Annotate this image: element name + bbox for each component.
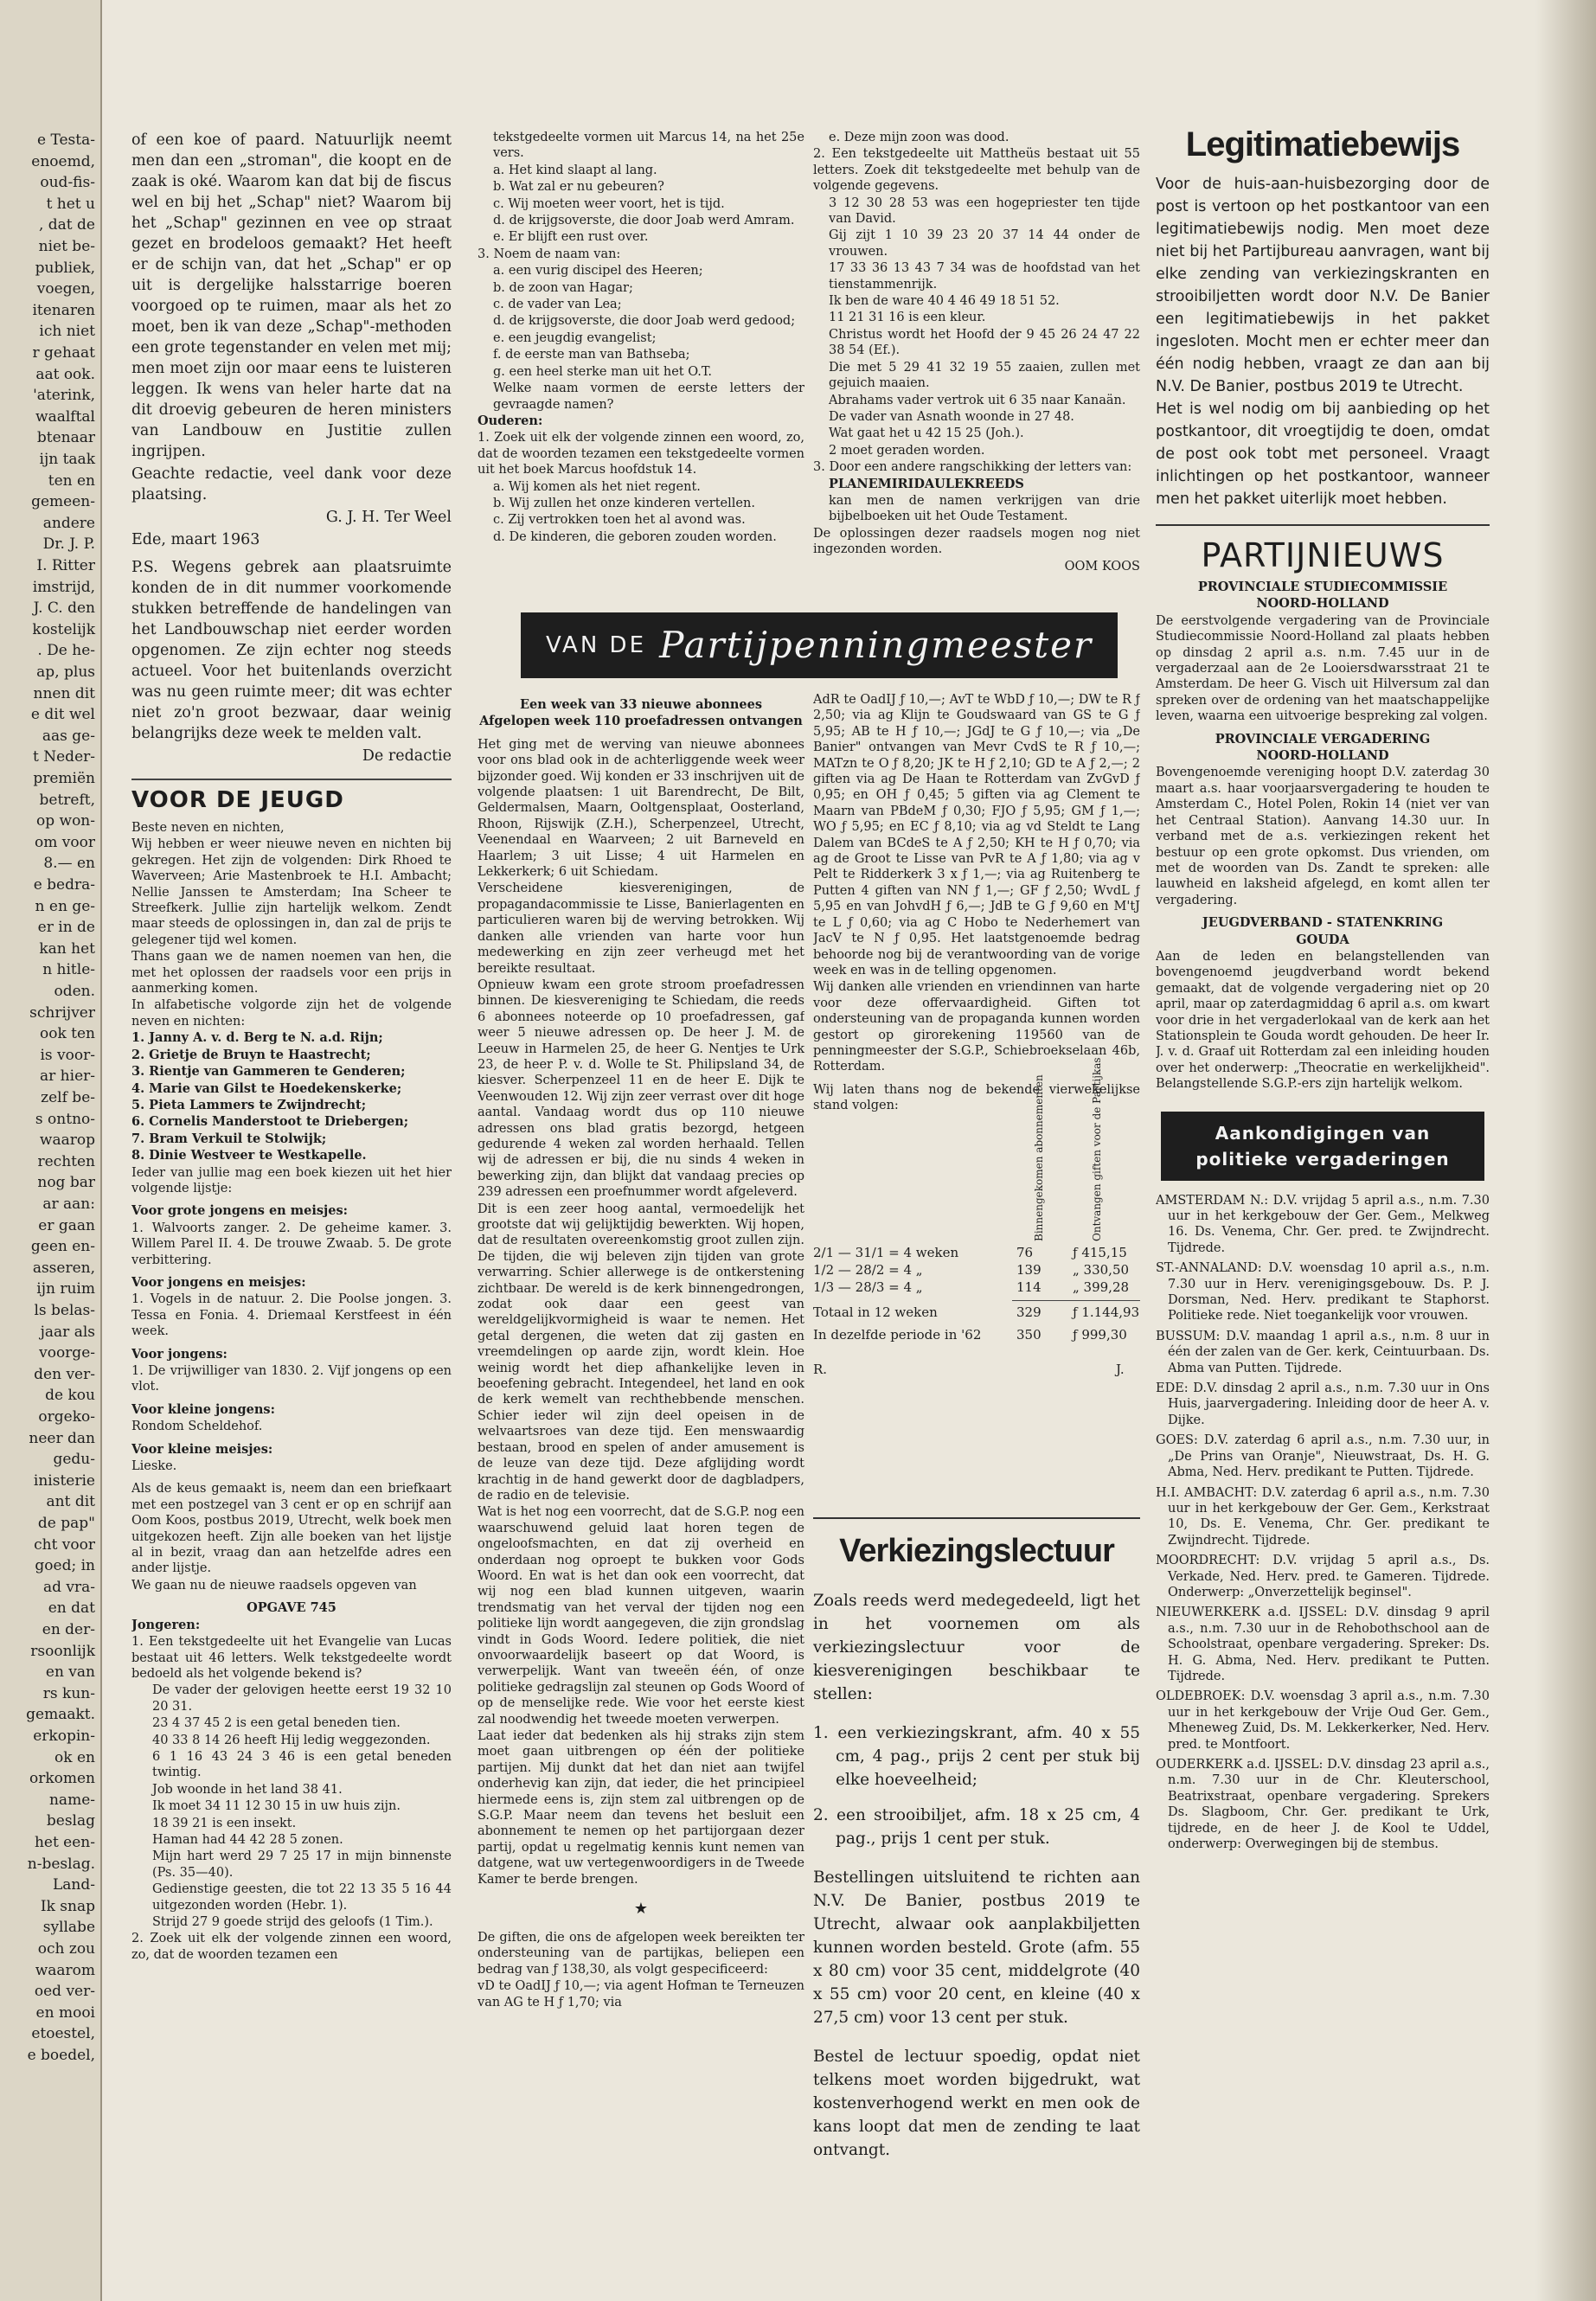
puzzle-clue: f. de eerste man van Bathseba; xyxy=(493,348,690,362)
margin-fragment: oden. xyxy=(54,983,95,1000)
letter-paragraph: of een koe of paard. Natuurlijk neemt men dan een „stroman", die koopt en de zaak is oké. Waarom kan dat bij de fiscus wel en bij het „Schap" niet? Waarom bij het „Schap" gezinnen en vee op straat gezet en brodeloos gemaakt? Het heeft er de schijn van, dat het „Schap" er op uit is dergelijke halsstarrige boeren voorgoed op te ruimen, maar als het zo moet, ben ik van deze „Schap"-methoden een grote tegenstander en velen met mij; men moet zijn oor maar eens te luisteren leggen. Ik wens van heler harte dat na dit droevig gebeuren de heren ministers van Landbouw en Justitie zullen ingrijpen. xyxy=(131,131,452,460)
puzzle-question: 2. Zoek uit elk der volgende zinnen een woord, zo, dat de woorden tezamen een xyxy=(131,1932,452,1962)
margin-fragment: oud-fis- xyxy=(40,174,95,192)
book-category-title: Voor grote jongens en meisjes: xyxy=(131,1203,348,1219)
literature-item: 2. een strooibiljet, afm. 18 x 25 cm, 4 pag., prijs 1 cent per stuk. xyxy=(813,1806,1140,1848)
puzzle-clue: Mijn hart werd 29 7 25 17 in mijn binnenste (Ps. 35—40). xyxy=(152,1849,452,1880)
election-literature-title: Verkiezingslectuur xyxy=(839,1533,1114,1569)
stats-row xyxy=(813,1245,1140,1262)
youth-paragraph: In alfabetische volgorde zijn het de volgende neven en nichten: xyxy=(131,998,452,1029)
legitimation-title: Legitimatiebewijs xyxy=(1185,125,1460,163)
meeting-item: AMSTERDAM N.: D.V. vrijdag 5 april a.s., n.m. 7.30 uur in het kerkgebouw der Ger. Gem., Melkweg 16. Ds. Venema, Chr. Ger. pred. te Zwijndrecht. Tijdrede. xyxy=(1156,1193,1490,1255)
youth-heading: VOOR DE JEUGD xyxy=(131,779,452,813)
letter-paragraph: Geachte redactie, veel dank voor deze plaatsing. xyxy=(131,465,452,503)
meeting-item: OUDERKERK a.d. IJSSEL: D.V. dinsdag 23 april a.s., n.m. 7.30 uur in de Chr. Kleuterschool, Beatrixstraat, openbare vergadering. Sprekers Ds. Slagboom, Chr. Ger. predikant te Urk, tijdrede, en de heer J. de Kool te Uddel, onderwerp: Overwegingen bij de stembus. xyxy=(1156,1758,1490,1852)
margin-fragment: rs kun- xyxy=(42,1684,95,1702)
list-item: 6. Cornelis Manderstoot te Driebergen; xyxy=(131,1114,409,1130)
puzzle-clue: Ik moet 34 11 12 30 15 in uw huis zijn. xyxy=(152,1799,401,1814)
puzzle-clue: d. de krijgsoverste, die door Joab werd gedood; xyxy=(493,314,796,329)
news-text: De eerstvolgende vergadering van de Provinciale Studiecommissie Noord-Holland zal plaats hebben op dinsdag 2 april a.s. n.m. 7.45 uur in de vergaderzaal aan de 2e Looiersdwarsstraat 21 te Amsterdam. De heer G. Visch uit Hilversum zal dan spreken over de ordening van het maatschappelijke leven, waarna een uitvoerige bespreking zal volgen. xyxy=(1156,613,1490,724)
winners-list xyxy=(131,1030,452,1163)
margin-fragment: de kou xyxy=(45,1387,95,1405)
margin-fragment: enoemd, xyxy=(31,152,95,170)
news-heading: GOUDA xyxy=(1296,932,1349,947)
puzzle-clue: 2 moet geraden worden. xyxy=(829,443,985,458)
margin-fragment: ten en xyxy=(48,471,95,490)
puzzle-clue: 6 1 16 43 24 3 46 is een getal beneden twintig. xyxy=(152,1749,452,1780)
margin-fragment: voegen, xyxy=(36,280,95,298)
puzzle-clue: Wat gaat het u 42 15 25 (Joh.). xyxy=(829,426,1024,441)
treasurer-banner xyxy=(521,612,1118,678)
margin-fragment: , dat de xyxy=(38,216,95,234)
margin-fragment: ijn ruim xyxy=(36,1280,95,1298)
stats-header-subscriptions: Binnengekomen abonnementen xyxy=(1033,1074,1045,1241)
list-item: 1. Janny A. v. d. Berg te N. a.d. Rijn; xyxy=(131,1030,383,1046)
article-paragraph: Het ging met de werving van nieuwe abonnees voor ons blad ook in de achterliggende week weer bijzonder goed. Wij konden er 33 inschrijven uit de volgende plaatsen: 1 uit Barendrecht, De Bilt, Geldermalsen, Maarn, Ooltgensplaat, Oosterland, Rhoon, Rijswijk (Z.H.), Scherpenzeel, Utrecht, Veenendaal en Waarveen; 2 uit Barneveld en Haarlem; 3 uit Lisse; 4 uit Harmelen en Lekkerkerk; 6 uit Schiedam. xyxy=(478,737,804,880)
news-heading: JEUGDVERBAND - STATENKRING xyxy=(1202,915,1444,931)
puzzle-question: 1. Zoek uit elk der volgende zinnen een woord, zo, dat de woorden tezamen een tekstgedeelte vormen uit het boek Marcus hoofdstuk 14. xyxy=(478,431,804,478)
puzzle-clues xyxy=(813,477,1140,525)
puzzle-clue: d. De kinderen, die geboren zouden worden. xyxy=(493,529,777,544)
margin-fragment: aas ge- xyxy=(42,727,95,745)
election-literature-article xyxy=(813,1512,1140,2273)
stats-subs: 114 xyxy=(1016,1279,1042,1295)
puzzle-clue: Gedienstige geesten, die tot 22 13 35 5 16 44 uitgezonden worden (Hebr. 1). xyxy=(152,1882,452,1913)
list-item: 4. Marie van Gilst te Hoedekenskerke; xyxy=(131,1080,402,1096)
puzzle-clue: 23 4 37 45 2 is een getal beneden tien. xyxy=(152,1716,401,1731)
margin-fragment: gemeen- xyxy=(31,493,95,511)
book-category-title: Voor kleine meisjes: xyxy=(131,1441,273,1457)
stats-row xyxy=(813,1262,1140,1279)
puzzle-clue: kan men de namen verkrijgen van drie bijbelboeken uit het Oude Testament. xyxy=(829,493,1140,524)
margin-fragment: Dr. J. P. xyxy=(42,535,95,554)
puzzle-clue: Christus wordt het Hoofd der 9 45 26 24 47 22 38 54 (Ef.). xyxy=(829,327,1140,358)
margin-fragment: e dit wel xyxy=(30,706,95,724)
previous-page-edge xyxy=(0,0,102,2301)
article-paragraph: Wat is het nog een voorrecht, dat de S.G.P. nog een waarschuwend geluid laat horen tegen de ongeloofsmachten, en dat zij overheid en onderdaan nog oproept te bukken voor Gods Woord. En wat is het dan ook een voorrecht, dat wij nog een blad kunnen uitgeven, waarin trendsmatig van het verval der tijden nog een politieke lijn wordt aangegeven, die zijn grondslag vindt in Gods Woord. Iedere politiek, die niet onvoorwaardelijk baseert op dat Woord, is verwerpelijk. Want van tweeën één, of onze politieke gedragslijn zal steunen op Gods Woord of op de menselijke rede. Wie voor het eerste kiest zal noodwendig het tweede moeten verwerpen. xyxy=(478,1505,804,1727)
banner-title: Partijpenningmeester xyxy=(659,624,1093,666)
margin-fragment: rechten xyxy=(37,1152,95,1170)
news-heading: PROVINCIALE STUDIECOMMISSIE xyxy=(1197,580,1448,594)
margin-fragment: kan het xyxy=(39,939,95,958)
margin-fragment: geen en- xyxy=(30,1238,95,1256)
puzzle-clue: b. Wat zal er nu gebeuren? xyxy=(493,180,664,195)
puzzle-clue: Die met 5 29 41 32 19 55 zaaien, zullen met gejuich maaien. xyxy=(829,360,1140,391)
margin-fragment: kostelijk xyxy=(32,620,95,638)
stats-divider xyxy=(1012,1300,1140,1301)
margin-fragment: om voor xyxy=(35,833,95,851)
puzzle-clue: c. de vader van Lea; xyxy=(493,298,622,312)
margin-fragment: er in de xyxy=(37,919,95,937)
legitimation-paragraph: Voor de huis-aan-huisbezorging door de post is vertoon op het postkantoor van een legitimatiebewijs nodig. Men moet deze niet bij het Partijbureau aanvragen, want bij elke zending van verkiezingskranten en strooibiljetten wordt door N.V. De Banier een legitimatiebewijs in het pakket ingesloten. Mocht men er echter meer dan één nodig hebben, vraagt ze dan aan bij N.V. De Banier, postbus 2019 te Utrecht. xyxy=(1156,176,1490,395)
gifts-list: AdR te OadIJ ƒ 10,—; AvT te WbD ƒ 10,—; DW te R ƒ 2,50; via ag Klijn te Goudswaard van GS te G ƒ 5,95; AB te H ƒ 10,—; JGdJ te G ƒ 10,—; via „De Banier" ontvangen van Mevr CvdS te R ƒ 10,—; MATzn te O ƒ 8,20; JK te H ƒ 2,10; GD te A ƒ 2,—; 2 giften via ag De Haan te Rotterdam van ZvGvD ƒ 0,95; en OH ƒ 0,45; 5 giften via ag Clement te Maarn van PBdeM ƒ 0,30; FJO ƒ 5,95; GM ƒ 1,—; WO ƒ 5,95; en EC ƒ 8,10; via ag vd Steldt te Lang Dalem van BCdeS te A ƒ 2,50; KH te H ƒ 0,70; via ag de Groot te Lisse van PvR te A ƒ 1,80; via ag v Pelt te Ridderkerk 3 x ƒ 1,—; via ag Ruitenberg te Putten 4 giften van NN ƒ 1,—; GF ƒ 2,50; WvdL ƒ 5,95 en van JohvdH ƒ 6,—; JdB te G ƒ 9,60 en M'tJ te L ƒ 0,60; via ag C Hobo te Nederhemert van JacV te N ƒ 0,95. Het laatstgenoemde bedrag behoorde nog bij de verantwoording van de vorige week en was in de telling opgenomen. xyxy=(813,693,1140,977)
puzzle-anagram: PLANEMIRIDAULEKREEDS xyxy=(829,476,1024,491)
margin-fragment: btenaar xyxy=(36,429,95,447)
news-text: Bovengenoemde vereniging hoopt D.V. zaterdag 30 maart a.s. haar voorjaarsvergadering te houden te Amsterdam C., Hotel Polen, Rokin 14 (niet ver van het Centraal Station). Aanvang 14.30 uur. In verband met de a.s. verkiezingen rekent het bestuur op een grote opkomst. Dus vrienden, om met de woorden van Ds. Zandt te spreken: alle lauwheid en laksheid afgelegd, en komt allen ter vergadering. xyxy=(1156,766,1490,907)
news-heading: PROVINCIALE VERGADERING xyxy=(1215,731,1431,747)
margin-fragment: schrijver xyxy=(29,1003,95,1022)
margin-fragment: oed ver- xyxy=(34,1983,95,2001)
margin-fragment: J. C. den xyxy=(33,599,95,618)
news-text: Aan de leden en belangstellenden van bovengenoemd jeugdverband wordt bekend gemaakt, dat de volgende vergadering niet op 20 april, maar op zaterdagmiddag 6 april a.s. om kwart voor drie in het vergaderlokaal van de kerk aan het Stationsplein te Gouda wordt gehouden. De heer Ir. J. v. d. Graaf uit Rotterdam zal een inleiding houden over het onderwerp: „Theocratie en werkelijkheid". Belangstellende S.G.P.-ers zijn hartelijk welkom. xyxy=(1156,949,1490,1092)
margin-fragment: ant dit xyxy=(46,1493,95,1511)
stats-intro: Wij laten thans nog de bekende vierwekelijkse stand volgen: xyxy=(813,1082,1140,1113)
puzzle-clue: tekstgedeelte vormen uit Marcus 14, na het 25e vers. xyxy=(493,131,804,161)
margin-fragment: betreft, xyxy=(39,791,95,809)
margin-fragment: niet be- xyxy=(38,238,95,255)
margin-fragment: Land- xyxy=(53,1876,95,1894)
margin-fragment: waalftal xyxy=(35,407,95,426)
margin-fragment: de pap" xyxy=(37,1515,95,1532)
puzzle-clue: a. een vurig discipel des Heeren; xyxy=(493,264,703,279)
puzzle-clue: Strijd 27 9 goede strijd des geloofs (1 Tim.). xyxy=(152,1915,433,1929)
article-paragraph: Zoals reeds werd medegedeeld, ligt het in het voornemen om als verkiezingslectuur voor de kiesverenigingen beschikbaar te stellen: xyxy=(813,1592,1140,1703)
puzzle-clue: De vader van Asnath woonde in 27 48. xyxy=(829,409,1074,424)
announcements-banner-line: Aankondigingen van xyxy=(1215,1122,1431,1144)
margin-fragment: ook ten xyxy=(39,1025,95,1043)
margin-fragment: s ontno- xyxy=(35,1110,95,1128)
margin-fragment: imstrijd, xyxy=(32,578,95,596)
stats-prev-amount: ƒ 999,30 xyxy=(1073,1326,1127,1343)
page-edge-shadow xyxy=(1535,0,1596,2301)
stats-period: 1/3 — 28/3 = 4 „ xyxy=(813,1279,923,1295)
postscript-signature: De redactie xyxy=(362,747,452,765)
book-category-title: Voor jongens: xyxy=(131,1346,228,1362)
margin-fragment: e boedel, xyxy=(27,2047,95,2064)
stats-total-subs: 329 xyxy=(1016,1304,1042,1320)
margin-fragment: het een- xyxy=(34,1834,95,1851)
puzzle-note: De oplossingen dezer raadsels mogen nog niet ingezonden worden. xyxy=(813,526,1140,557)
margin-fragment: I. Ritter xyxy=(36,557,95,574)
margin-fragment: ar aan: xyxy=(42,1195,95,1213)
youth-paragraph: Ieder van jullie mag een boek kiezen uit het hier volgende lijstje: xyxy=(131,1165,452,1195)
banner-prefix: VAN DE xyxy=(545,632,647,658)
margin-fragment: ar hier- xyxy=(40,1067,95,1086)
list-item: 8. Dinie Westveer te Westkapelle. xyxy=(131,1148,367,1163)
book-category-items: 1. De vrijwilliger van 1830. 2. Vijf jongens op een vlot. xyxy=(131,1364,452,1394)
youth-paragraph: Als de keus gemaakt is, neem dan een briefkaart met een postzegel van 3 cent er op en schrijf aan Oom Koos, postbus 2019, Utrecht, welk boek men uitgekozen heeft. Zijn alle boeken van het lijstje al in bezit, vraag dan aan hetzelfde adres een ander lijstje. xyxy=(131,1482,452,1576)
stats-total-amount: ƒ 1.144,93 xyxy=(1073,1304,1140,1320)
puzzle-clues xyxy=(131,1682,452,1930)
puzzle-group-title: Ouderen: xyxy=(478,413,543,428)
gifts-paragraph: vD te OadIJ ƒ 10,—; via agent Hofman te Terneuzen van AG te H ƒ 1,70; via xyxy=(478,1979,804,2009)
puzzle-question: 2. Een tekstgedeelte uit Mattheüs bestaat uit 55 letters. Zoek dit tekstgedeelte met behulp van de volgende gegevens. xyxy=(813,147,1140,194)
book-category-items: Lieske. xyxy=(131,1459,177,1474)
puzzle-clue: Welke naam vormen de eerste letters der gevraagde namen? xyxy=(493,381,804,412)
stats-subs: 139 xyxy=(1016,1261,1042,1278)
meeting-item: EDE: D.V. dinsdag 2 april a.s., n.m. 7.30 uur in Ons Huis, jaarvergadering. Inleiding door de heer A. v. Dijke. xyxy=(1156,1381,1490,1427)
margin-fragment: ich niet xyxy=(39,323,95,341)
margin-fragment: r gehaat xyxy=(32,344,95,362)
book-category-title: Voor kleine jongens: xyxy=(131,1401,275,1417)
margin-fragment: orkomen xyxy=(29,1770,95,1788)
literature-item: 1. een verkiezingskrant, afm. 40 x 55 cm, 4 pag., prijs 2 cent per stuk bij elke hoeveelheid; xyxy=(813,1724,1140,1789)
meeting-item: GOES: D.V. zaterdag 6 april a.s., n.m. 7.30 uur, in „De Prins van Oranje", Nieuwstraat, Ds. H. G. Abma, Ned. Herv. predikant te Putten. Tijdrede. xyxy=(1156,1433,1490,1480)
margin-fragment: en der- xyxy=(42,1621,95,1638)
puzzle-clue: e. een jeugdig evangelist; xyxy=(493,330,657,345)
stats-prev-row xyxy=(813,1327,1140,1353)
meeting-item: MOORDRECHT: D.V. vrijdag 5 april a.s., Ds. Verkade, Ned. Herv. pred. te Gameren. Tijdrede. Onderwerp: „Onverzettelijk beginsel". xyxy=(1156,1554,1490,1599)
news-heading: NOORD-HOLLAND xyxy=(1256,596,1389,612)
puzzle-number: OPGAVE 745 xyxy=(247,1600,337,1616)
margin-fragment: andere xyxy=(42,514,95,532)
margin-fragment: op won- xyxy=(36,812,95,830)
margin-fragment: jaar als xyxy=(40,1323,95,1341)
puzzle-question: 3. Door een andere rangschikking der letters van: xyxy=(813,460,1132,475)
article-paragraph: Bestel de lectuur spoedig, opdat niet telkens moet worden bijgedrukt, wat kostenverhogend werkt en men ook de kans loopt dat men de zending te laat ontvangt. xyxy=(813,2048,1140,2159)
gifts-thanks: Wij danken alle vrienden en vriendinnen van harte voor deze offervaardigheid. Giften tot ondersteuning van de propaganda kunnen worden gestort op girorekening 119560 van de penningmeester der S.G.P., Schiebroekselaan 46b, Rotterdam. xyxy=(813,980,1140,1074)
margin-fragment: er gaan xyxy=(38,1216,95,1234)
puzzle-group-title: Jongeren: xyxy=(131,1617,201,1632)
book-category-items: 1. Walvoorts zanger. 2. De geheime kamer. 3. Willem Parel II. 4. De trouwe Zwaab. 5. De grote verbittering. xyxy=(131,1221,452,1267)
list-item: 3. Rientje van Gammeren te Genderen; xyxy=(131,1064,406,1080)
puzzle-clue: Gij zijt 1 10 39 23 20 37 14 44 onder de vrouwen. xyxy=(829,228,1140,259)
announcements-banner xyxy=(1161,1112,1484,1181)
stats-header-donations: Ontvangen giften voor de Partijkas xyxy=(1091,1056,1103,1241)
margin-fragment: e Testa- xyxy=(37,131,95,149)
puzzle-continuation xyxy=(478,130,804,246)
book-category-items: Rondom Scheldehof. xyxy=(131,1420,263,1434)
margin-fragment: . De he- xyxy=(37,642,95,660)
meeting-item: NIEUWERKERK a.d. IJSSEL: D.V. dinsdag 9 april a.s., n.m. 7.30 uur in de Rehobothschool aan de Schoolstraat, openbare vergadering. Spreker: Ds. H. G. Abma, Ned. Herv. predikant te Putten. Tijdrede. xyxy=(1156,1606,1490,1683)
signature-right: J. xyxy=(1116,1361,1125,1377)
list-item: 7. Bram Verkuil te Stolwijk; xyxy=(131,1131,327,1146)
letter-text xyxy=(131,130,452,766)
list-item: 2. Grietje de Bruyn te Haastrecht; xyxy=(131,1047,371,1062)
margin-fragment: premiën xyxy=(33,770,95,787)
margin-fragment: ijn taak xyxy=(39,451,95,468)
margin-fragment: goed; in xyxy=(35,1557,95,1575)
list-item: 5. Pieta Lammers te Zwijndrecht; xyxy=(131,1097,367,1112)
puzzle-clue: e. Deze mijn zoon was dood. xyxy=(829,131,1010,144)
margin-fragment: n en ge- xyxy=(35,897,95,915)
puzzle-clues xyxy=(813,195,1140,459)
margin-fragment: publiek, xyxy=(35,259,95,277)
margin-fragment: aat ook. xyxy=(35,365,95,383)
puzzle-clue: g. een heel sterke man uit het O.T. xyxy=(493,364,713,379)
margin-fragment: nog bar xyxy=(37,1174,95,1192)
puzzle-continuation xyxy=(813,130,1140,145)
margin-fragment: en dat xyxy=(48,1599,95,1618)
column-3-top xyxy=(813,130,1140,601)
puzzle-question: 1. Een tekstgedeelte uit het Evangelie van Lucas bestaat uit 46 letters. Welk tekstgedeelte wordt bedoeld als het volgende bekend is? xyxy=(131,1635,452,1681)
meetings-list xyxy=(1156,1193,1490,1853)
puzzle-question: 3. Noem de naam van: xyxy=(478,247,621,261)
postscript: P.S. Wegens gebrek aan plaatsruimte konden de in dit nummer voorkomende stukken betreffende de handelingen van het Landbouwschap niet eerder worden opgenomen. Ze zijn echter nog steeds actueel. Voor het buitenlands overzicht was nu geen ruimte meer; dit was echter niet zo'n groot bezwaar, daar weinig belangrijks deze week te melden valt. xyxy=(131,559,452,742)
article-paragraph: Bestellingen uitsluitend te richten aan N.V. De Banier, postbus 2019 te Utrecht, alwaar ook aanplakbiljetten kunnen worden besteld. Grote (afm. 55 x 80 cm) voor 35 cent, middelgrote (40 x 55 cm) voor 20 cent, en kleine (40 x 27,5 cm) voor 13 cent per stuk. xyxy=(813,1868,1140,2027)
letter-dateline: Ede, maart 1963 xyxy=(131,531,260,548)
margin-fragment: t het u xyxy=(46,195,95,213)
puzzle-clue: 18 39 21 is een insekt. xyxy=(152,1816,297,1830)
margin-fragment: n hitle- xyxy=(42,961,95,979)
puzzle-clue: c. Zij vertrokken toen het al avond was. xyxy=(493,513,746,528)
column-4 xyxy=(1156,125,1490,2275)
margin-fragment: erkopin- xyxy=(33,1727,95,1745)
margin-fragment: cht voor xyxy=(34,1535,95,1554)
margin-fragment: Ik snap xyxy=(40,1897,95,1915)
margin-fragment: och zou xyxy=(37,1940,95,1958)
margin-fragment: ls belas- xyxy=(34,1302,95,1319)
puzzle-clue: Job woonde in het land 38 41. xyxy=(152,1782,343,1797)
stats-subs: 76 xyxy=(1016,1244,1034,1260)
signature-left: R. xyxy=(813,1361,828,1377)
youth-intro: Wij hebben er weer nieuwe neven en nichten bij gekregen. Het zijn de volgenden: Dirk Rhoed te Waverveen; Arie Mastenbroek te H.I. Ambacht; Nellie Janssen te Amsterdam; Ina Scheer te Streefkerk. Jullie zijn hartelijk welkom. Zendt maar steeds de oplossingen in, dan zal de prijs te gelegener tijd wel komen. xyxy=(131,837,452,947)
section-rule xyxy=(1156,524,1490,526)
announcements-banner-line: politieke vergaderingen xyxy=(1195,1148,1450,1170)
margin-fragment: voorge- xyxy=(39,1344,95,1362)
youth-greeting: Beste neven en nichten, xyxy=(131,821,285,835)
margin-fragment: etoestel, xyxy=(31,2025,95,2043)
puzzle-clue: Ik ben de ware 40 4 46 49 18 51 52. xyxy=(829,294,1060,309)
stats-amount: „ 330,50 xyxy=(1073,1261,1130,1278)
margin-fragment: nnen dit xyxy=(33,684,95,702)
margin-fragment: ap, plus xyxy=(36,663,95,681)
article-subheading: Afgelopen week 110 proefadressen ontvangen xyxy=(479,714,803,729)
column-1 xyxy=(131,130,452,2275)
puzzle-signature: OOM KOOS xyxy=(1064,559,1140,574)
article-paragraph: Opnieuw kwam een grote stroom proefadressen binnen. De kiesvereniging te Schiedam, die reeds 6 abonnees noteerde op 10 proefadressen, gaf weer 5 nieuwe adressen op. De heer J. M. de Leeuw in Harmelen 25, de heer G. Nentjes te Urk 23, de heer P. v. d. Wolle te St. Philipsland 34, de kiesver. Scherpenzeel 11 en de heer E. Dijk te Veenwouden 12. Wij zijn zeer verrast over dit hoge aantal. Vandaag wordt dus op 110 nieuwe adressen ons blad gratis bezorgd, hetgeen gedurende 4 weken zal worden herhaald. Tellen wij de adressen er bij, die nu sinds 4 weken in bewerking zijn, dan blijkt dat vandaag precies op 239 adressen een proefnummer wordt afgeleverd. xyxy=(478,977,804,1200)
stats-signatures xyxy=(813,1362,1140,1388)
puzzle-clue: b. de zoon van Hagar; xyxy=(493,280,633,295)
puzzle-clue: a. Wij komen als het niet regent. xyxy=(493,479,701,494)
margin-fragment: inisterie xyxy=(33,1471,95,1490)
article-paragraph: Laat ieder dat bedenken als hij straks zijn stem moet gaan uitbrengen op één der politieke partijen. Mij dunkt dat het dan niet aan twijfel onderhevig kan zijn, dat ieder, die het principieel hiermede eens is, zijn stem zal uitbrengen op de S.G.P. Maar neem dan tevens het besluit een abonnement te nemen op het partijorgaan dezer partij, opdat u regelmatig kennis kunt nemen van datgene, wat uw vertegenwoordigers in de Tweede Kamer te berde brengen. xyxy=(478,1729,804,1887)
margin-fragment: en mooi xyxy=(35,2003,95,2022)
margin-fragment: beslag xyxy=(46,1812,95,1830)
puzzle-clue: 17 33 36 13 43 7 34 was de hoofdstad van het tienstammenrijk. xyxy=(829,261,1140,292)
margin-fragment: zelf be- xyxy=(41,1089,95,1106)
margin-fragment: orgeko- xyxy=(38,1408,95,1426)
margin-fragment: den ver- xyxy=(34,1365,95,1383)
youth-paragraph: Thans gaan we de namen noemen van hen, die met het oplossen der raadsels voor een prijs in aanmerking komen. xyxy=(131,950,452,997)
puzzle-clue: d. de krijgsoverste, die door Joab werd Amram. xyxy=(493,214,795,228)
meeting-item: ST.-ANNALAND: D.V. woensdag 10 april a.s., n.m. 7.30 uur in Herv. verenigingsgebouw. Ds. P. J. Dorsman, Ned. Herv. predikant te Staphorst. Politieke rede. Niet toegankelijk voor vrouwen. xyxy=(1156,1261,1490,1324)
meeting-item: OLDEBROEK: D.V. woensdag 3 april a.s., n.m. 7.30 uur in het kerkgebouw der Vrije Oud Ger. Gem., Mheneweg Zuid, Ds. M. Lekkerkerker, Ned. Herv. pred. te Montfoort. xyxy=(1156,1689,1490,1752)
youth-section xyxy=(131,820,452,1963)
margin-fragment: 8.— en xyxy=(43,855,95,873)
stats-total-label: Totaal in 12 weken xyxy=(813,1304,938,1320)
margin-fragment: t Neder- xyxy=(33,748,95,766)
puzzle-clue: De vader der gelovigen heette eerst 19 32 10 20 31. xyxy=(152,1683,452,1714)
puzzle-clue: Abrahams vader vertrok uit 6 35 naar Kanaän. xyxy=(829,393,1126,407)
margin-fragment: e bedra- xyxy=(33,876,95,894)
margin-fragment: asseren, xyxy=(32,1259,95,1277)
stats-total-row xyxy=(813,1304,1140,1327)
star-separator: ★ xyxy=(633,1900,649,1919)
margin-fragment: en van xyxy=(45,1663,95,1682)
puzzle-clue: Haman had 44 42 28 5 zonen. xyxy=(152,1832,343,1847)
meeting-item: H.I. AMBACHT: D.V. zaterdag 6 april a.s., n.m. 7.30 uur in het kerkgebouw der Ger. Gem., Kerkstraat 10, Ds. E. Venema, Chr. Ger. predikant te Zwijndrecht. Tijdrede. xyxy=(1156,1485,1490,1548)
stats-row xyxy=(813,1279,1140,1297)
margin-fragment: gedu- xyxy=(53,1451,95,1469)
article-subheading: Een week van 33 nieuwe abonnees xyxy=(519,697,762,712)
margin-fragment: waarop xyxy=(39,1131,95,1150)
puzzle-clue: 3 12 30 28 53 was een hogepriester ten tijde van David. xyxy=(829,195,1140,227)
legitimation-paragraph: Het is wel nodig om bij aanbieding op het postkantoor, dit vroegtijdig te doen, omdat de post ook tobt met personeel. Vraagt inlichtingen op het postkantoor, wanneer men het pakket uiterlijk moet hebben. xyxy=(1156,401,1490,508)
stats-prev-subs: 350 xyxy=(1016,1326,1042,1343)
stats-prev-label: In dezelfde periode in '62 xyxy=(813,1326,982,1343)
stats-amount: „ 399,28 xyxy=(1073,1279,1130,1295)
margin-fragment: itenaren xyxy=(32,301,95,319)
stats-amount: ƒ 415,15 xyxy=(1073,1244,1127,1260)
margin-fragment: neer dan xyxy=(29,1429,95,1447)
puzzle-clue: a. Het kind slaapt al lang. xyxy=(493,163,657,177)
puzzle-clues xyxy=(478,479,804,546)
stats-period: 1/2 — 28/2 = 4 „ xyxy=(813,1261,923,1278)
gifts-paragraph: De giften, die ons de afgelopen week bereikten ter ondersteuning van de partijkas, beliepen een bedrag van ƒ 138,30, als volgt gespecificeerd: xyxy=(478,1931,804,1977)
article-paragraph: Dit is een zeer hoog aantal, vermoedelijk het grootste dat wij gelijktijdig bewerkten. Wij hopen, dat de resultaten overeenkomstig groot zullen zijn. De tijden, die wij beleven zijn tijden van grote verwarring. Schier allerwege is de ontkerstening zichtbaar. De wereld is de kerk binnengedrongen, zodat ook daar een geest van wereldgelijkvormigheid is waar te nemen. Het getal dergenen, die weten dat zij gasten en vreemdelingen op aarde zijn, wordt klein. Hoe weinig wordt het diep afhankelijke leven in beoefening gebracht. Integendeel, het land en ook de kerk wemelt van rechthebbende menschen. Schier ieder wil zijn deel opeisen in de welvaartsroes van deze tijd. Een menswaardig bestaan, brood en spelen of ander amusement is de leuze van deze tijd. Deze afglijding wordt krachtig in de hand gewerkt door de dagbladpers, de radio en de televisie. xyxy=(478,1202,804,1503)
book-category-title: Voor jongens en meisjes: xyxy=(131,1274,306,1290)
margin-fragment: ok en xyxy=(54,1748,95,1766)
puzzle-clue: c. Wij moeten weer voort, het is tijd. xyxy=(493,196,725,211)
margin-fragment: rsoonlijk xyxy=(30,1642,95,1660)
margin-fragment: waarom xyxy=(35,1961,95,1979)
party-news-title: PARTIJNIEUWS xyxy=(1201,536,1445,574)
margin-fragment: 'aterink, xyxy=(33,387,95,405)
section-rule xyxy=(813,1517,1140,1519)
puzzle-clue: e. Er blijft een rust over. xyxy=(493,230,649,245)
youth-paragraph: We gaan nu de nieuwe raadsels opgeven van xyxy=(131,1578,417,1593)
puzzle-clue: 40 33 8 14 26 heeft Hij ledig weggezonden. xyxy=(152,1733,431,1747)
puzzle-clue: 11 21 31 16 is een kleur. xyxy=(829,311,986,325)
column-3-finance xyxy=(813,692,1140,1505)
puzzle-clue: b. Wij zullen het onze kinderen vertellen. xyxy=(493,496,755,510)
letter-signature: G. J. H. Ter Weel xyxy=(325,509,452,526)
news-heading: NOORD-HOLLAND xyxy=(1256,748,1389,764)
meeting-item: BUSSUM: D.V. maandag 1 april a.s., n.m. 8 uur in één der zalen van de Ger. kerk, Ceintuurbaan. Ds. Abma van Putten. Tijdrede. xyxy=(1156,1329,1490,1375)
book-category-items: 1. Vogels in de natuur. 2. Die Poolse jongen. 3. Tessa en Fonia. 4. Driemaal Kerstfeest in één week. xyxy=(131,1292,452,1339)
margin-fragment: name- xyxy=(48,1791,95,1809)
margin-fragment: is voor- xyxy=(40,1046,95,1064)
article-paragraph: Verscheidene kiesverenigingen, de propagandacommissie te Lisse, Banierlagenten en particulieren waren bij de werving betrokken. Wij danken alle vrienden van harte voor hun medewerking en zijn zeer verheugd met het bereikte resultaat. xyxy=(478,881,804,976)
puzzle-clues xyxy=(478,263,804,413)
treasurer-article xyxy=(478,697,804,2275)
margin-fragment: gemaakt. xyxy=(26,1706,95,1724)
margin-fragment: n-beslag. xyxy=(27,1855,95,1873)
stats-period: 2/1 — 31/1 = 4 weken xyxy=(813,1244,959,1260)
margin-fragment: ad vra- xyxy=(42,1578,95,1596)
margin-fragment: syllabe xyxy=(42,1919,95,1937)
